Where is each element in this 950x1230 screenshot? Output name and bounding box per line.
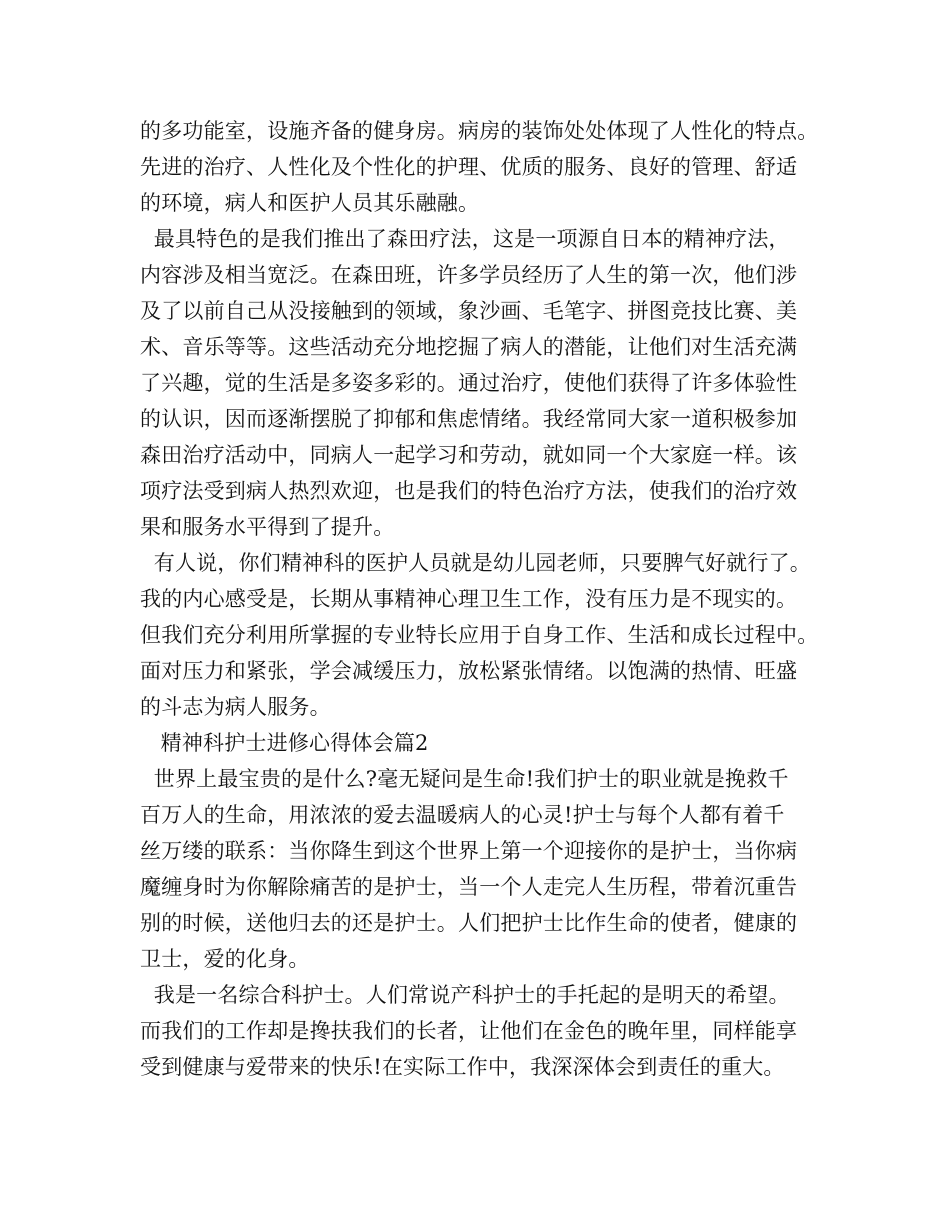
- text-line: 的环境，病人和医护人员其乐融融。: [140, 191, 480, 215]
- text-line: 别的时候，送他归去的还是护士。人们把护士比作生命的使者，健康的: [140, 911, 798, 935]
- text-line: 但我们充分利用所掌握的专业特长应用于自身工作、生活和成长过程中。: [140, 623, 819, 647]
- text-line: 先进的治疗、人性化及个性化的护理、优质的服务、良好的管理、舒适: [140, 155, 798, 179]
- text-line: 森田治疗活动中，同病人一起学习和劳动，就如同一个大家庭一样。该: [140, 443, 798, 467]
- text-line: 我是一名综合科护士。人们常说产科护士的手托起的是明天的希望。: [140, 983, 790, 1007]
- text-line: 及了以前自己从没接触到的领域，象沙画、毛笔字、拼图竞技比赛、美: [140, 299, 798, 323]
- section-heading: 精神科护士进修心得体会篇2: [140, 731, 429, 755]
- text-line: 魔缠身时为你解除痛苦的是护士，当一个人走完人生历程，带着沉重告: [140, 875, 798, 899]
- text-line: 的多功能室，设施齐备的健身房。病房的装饰处处体现了人性化的特点。: [140, 119, 819, 143]
- text-line: 内容涉及相当宽泛。在森田班，许多学员经历了人生的第一次，他们涉: [140, 263, 798, 287]
- text-line: 的认识，因而逐渐摆脱了抑郁和焦虑情绪。我经常同大家一道积极参加: [140, 407, 798, 431]
- text-line: 卫士，爱的化身。: [140, 947, 310, 971]
- text-line: 有人说，你们精神科的医护人员就是幼儿园老师，只要脾气好就行了。: [140, 551, 811, 575]
- text-line: 世界上最宝贵的是什么?毫无疑问是生命!我们护士的职业就是挽救千: [140, 767, 789, 791]
- text-line: 百万人的生命，用浓浓的爱去温暖病人的心灵!护士与每个人都有着千: [140, 803, 785, 827]
- text-line: 面对压力和紧张，学会减缓压力，放松紧张情绪。以饱满的热情、旺盛: [140, 659, 798, 683]
- text-line: 的斗志为病人服务。: [140, 695, 331, 719]
- text-line: 而我们的工作却是搀扶我们的长者，让他们在金色的晚年里，同样能享: [140, 1019, 798, 1043]
- text-line: 最具特色的是我们推出了森田疗法，这是一项源自日本的精神疗法，: [140, 227, 790, 251]
- text-line: 术、音乐等等。这些活动充分地挖掘了病人的潜能，让他们对生活充满: [140, 335, 798, 359]
- text-line: 果和服务水平得到了提升。: [140, 515, 395, 539]
- text-line: 我的内心感受是，长期从事精神心理卫生工作，没有压力是不现实的。: [140, 587, 798, 611]
- text-line: 受到健康与爱带来的快乐!在实际工作中，我深深体会到责任的重大。: [140, 1055, 785, 1079]
- text-line: 了兴趣，觉的生活是多姿多彩的。通过治疗，使他们获得了许多体验性: [140, 371, 798, 395]
- text-line: 项疗法受到病人热烈欢迎，也是我们的特色治疗方法，使我们的治疗效: [140, 479, 798, 503]
- text-line: 丝万缕的联系：当你降生到这个世界上第一个迎接你的是护士，当你病: [140, 839, 798, 863]
